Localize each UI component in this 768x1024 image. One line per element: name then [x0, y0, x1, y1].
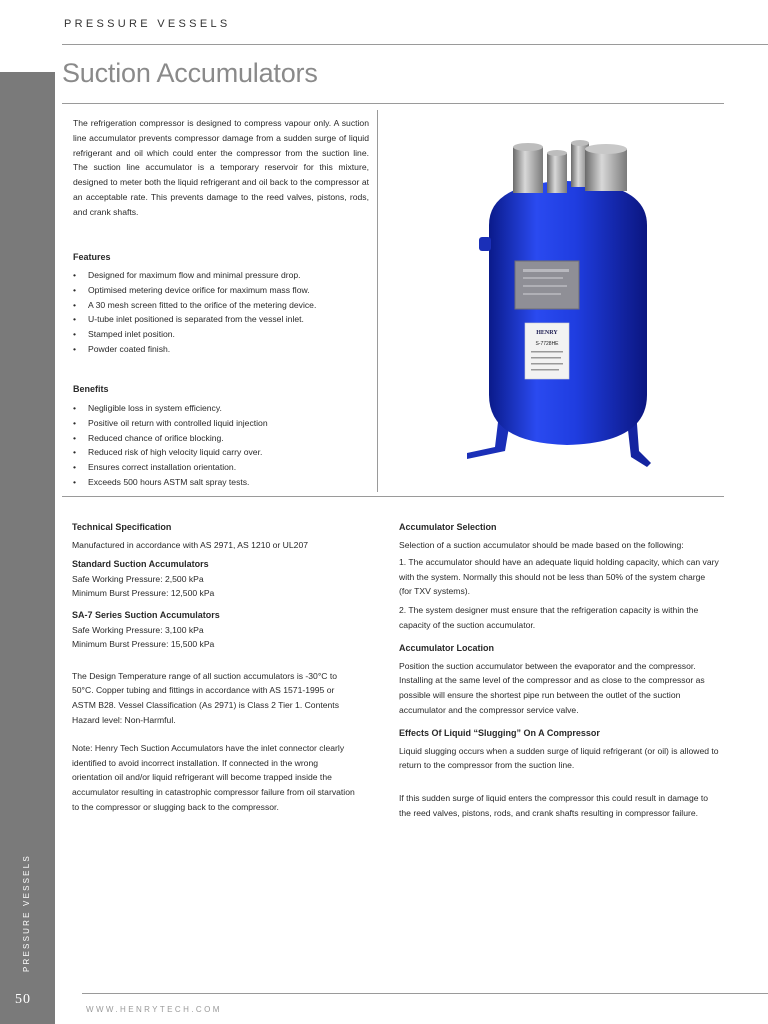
selection-point-2: 2. The system designer must ensure that the refrigeration capacity is within the capacity of the suction accumulator. [399, 604, 699, 630]
benefits-list [73, 401, 373, 490]
note: Note: Henry Tech Suction Accumulators have the inlet connector clearly identified to avoid incorrect installation. If connected in the wrong orientation oil and/or liquid refrigerant will become trapped inside the accumulator resulting in catastrophic compressor failure from oil starvation to the compressor or slugging back to the compressor. [72, 743, 355, 812]
selection-point-1: 1. The accumulator should have an adequate liquid holding capacity, which can vary with the system. Normally this should not be less than 50% of the system charge (for TXV systems). [399, 557, 719, 597]
sa7-swp: Safe Working Pressure: 3,100 kPa [72, 624, 204, 635]
list-item: • Exceeds 500 hours ASTM salt spray tests. [73, 475, 373, 490]
standard-heading: Standard Suction Accumulators [72, 559, 209, 570]
label-model: S-7728HE [535, 341, 559, 347]
header-rule [62, 44, 768, 45]
intro-paragraph: The refrigeration compressor is designed to compress vapour only. A suction line accumulator prevents compressor damage from a sudden surge of liquid refrigerant and oil which could enter the compressor from the suction line. The suction line accumulator is a temporary reservoir for this mixture, designed to meter both the liquid refrigerant and oil back to the compressor at an acceptable rate. This prevents damage to the reed valves, pistons, rods, and crank shafts. [73, 118, 369, 217]
title-rule [62, 103, 724, 104]
pipe-opening [547, 150, 567, 156]
label-brand: HENRY [536, 330, 558, 336]
list-item: • U-tube inlet positioned is separated from the vessel inlet. [73, 312, 373, 327]
tech-spec-manufactured: Manufactured in accordance with AS 2971, AS 1210 or UL207 [72, 539, 309, 550]
standard-mbp: Minimum Burst Pressure: 12,500 kPa [72, 588, 215, 599]
list-item: • Reduced risk of high velocity liquid carry over. [73, 445, 373, 460]
list-item: • Ensures correct installation orientation. [73, 460, 373, 475]
column-divider [377, 110, 378, 492]
list-item: • Optimised metering device orifice for maximum mass flow. [73, 283, 373, 298]
features-list [73, 268, 373, 357]
pipe-opening [571, 140, 589, 146]
location-text: Position the suction accumulator between the evaporator and the compressor. Installing at the same level of the compressor and as close to the compressor as possible will ensure the shortest pipe run between the outlet of the suction accumulator and the compressor service valve. [399, 660, 705, 715]
list-item: • A 30 mesh screen fitted to the orifice of the metering device. [73, 298, 373, 313]
benefits-heading: Benefits [73, 384, 109, 394]
standard-swp: Safe Working Pressure: 2,500 kPa [72, 573, 204, 584]
pipe [585, 149, 627, 191]
pipe [513, 147, 543, 193]
side-fitting [479, 237, 491, 251]
header-section-title: PRESSURE VESSELS [64, 18, 231, 30]
page-title: Suction Accumulators [62, 58, 318, 88]
tech-spec-heading: Technical Specification [72, 522, 172, 532]
list-item: • Designed for maximum flow and minimal pressure drop. [73, 268, 373, 283]
sa7-mbp: Minimum Burst Pressure: 15,500 kPa [72, 639, 215, 650]
pipe [547, 153, 567, 193]
accumulator-info [399, 520, 719, 820]
features-heading: Features [73, 252, 111, 262]
selection-intro: Selection of a suction accumulator should be made based on the following: [399, 539, 684, 550]
list-item: • Stamped inlet position. [73, 327, 373, 342]
pipe-opening [585, 144, 627, 154]
accumulator-product-image [455, 135, 675, 475]
footer-url: WWW.HENRYTECH.COM [86, 1005, 222, 1014]
section-rule [62, 496, 724, 497]
pipe-opening [513, 143, 543, 151]
footer-rule [82, 993, 768, 994]
location-heading: Accumulator Location [399, 643, 495, 654]
slugging-heading: Effects Of Liquid “Slugging” On A Compressor [399, 728, 600, 739]
slugging-text-2: If this sudden surge of liquid enters the compressor this could result in damage to the reed valves, pistons, rods, and crank shafts resulting in compressor failure. [399, 792, 709, 818]
sa7-heading: SA-7 Series Suction Accumulators [72, 609, 220, 620]
list-item: • Positive oil return with controlled liquid injection [73, 416, 373, 431]
vessel-body [489, 181, 647, 445]
slugging-text-1: Liquid slugging occurs when a sudden surge of liquid refrigerant (or oil) is allowed to return to the compressor from the suction line. [399, 745, 719, 771]
page-number: 50 [15, 992, 31, 1007]
design-temperature: The Design Temperature range of all suction accumulators is -30°C to 50°C. Copper tubing and fittings in accordance with AS 1571-1995 or ASTM B28. Vessel Classification (As 2971) is Class 2 Tier 1. Contents Hazard level: Non-Harmful. [72, 670, 339, 725]
sidebar-section-label: PRESSURE VESSELS [22, 854, 31, 972]
list-item: • Reduced chance of orifice blocking. [73, 431, 373, 446]
list-item: • Negligible loss in system efficiency. [73, 401, 373, 416]
selection-heading: Accumulator Selection [399, 522, 497, 532]
list-item: • Powder coated finish. [73, 342, 373, 357]
technical-specification [72, 520, 356, 814]
